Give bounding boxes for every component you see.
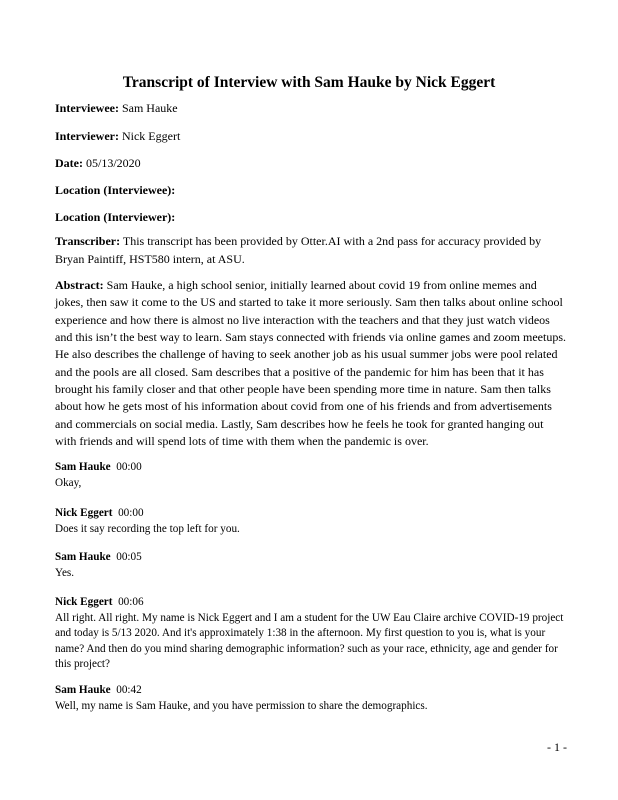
location-interviewer-label: Location (Interviewer): [55, 210, 176, 224]
speaker-line [55, 460, 575, 476]
speaker-name: Sam Hauke [55, 684, 111, 696]
interviewee-line [55, 101, 178, 116]
abstract-label: Abstract: [55, 278, 104, 292]
date-line [55, 156, 141, 171]
date-label: Date: [55, 156, 83, 170]
abstract-text: Sam Hauke, a high school senior, initially learned about covid 19 from online memes and jokes, then saw it come to the US and started to take it more seriously. Sam then talks about online school experience and how there is almost no live interaction with the teachers and that they just watch videos and this isn’t the best way to learn. Sam stays connected with friends via online games and zoom meetups. He also describes the challenge of having to seek another job as his usual summer jobs were pool related and the pools are all closed. Sam describes that a positive of the pandemic for him has been that it has brought his family closer and that other people have been spending more time in nature. Sam then talks about how he gets most of his information about covid from one of his friends and from advertisements and commercials on social media. Lastly, Sam describes how he feels he took for granted hanging out with friends and will spend lots of time with them when the pandemic is over. [55, 278, 566, 449]
speaker-name: Nick Eggert [55, 507, 113, 519]
utterance-text: Yes. [55, 566, 75, 579]
interviewer-line [55, 129, 180, 144]
interviewee-value: Sam Hauke [121, 101, 178, 115]
speaker-name: Nick Eggert [55, 596, 113, 608]
interviewee-label: Interviewee: [55, 101, 119, 115]
utterance-text: Okay, [55, 476, 82, 489]
utterance-text: Does it say recording the top left for you. [55, 522, 240, 535]
speaker-line [55, 506, 575, 522]
utterance-text: All right. All right. My name is Nick Eggert and I am a student for the UW Eau Claire archive COVID-19 project and today is 5/13 2020. And it's approximately 1:38 in the afternoon. My first question to you is, what is your name? And then do you mind sharing demographic information? such as your race, ethnicity, age and gender for this project? [55, 611, 564, 671]
utterance-text: Well, my name is Sam Hauke, and you have permission to share the demographics. [55, 699, 428, 712]
interviewer-label: Interviewer: [55, 129, 119, 143]
timestamp: 00:06 [118, 596, 144, 608]
location-interviewee-line [55, 183, 175, 198]
speaker-line [55, 683, 575, 699]
transcriber-label: Transcriber: [55, 234, 121, 248]
speaker-line [55, 550, 575, 566]
transcript-turn [55, 550, 575, 581]
transcript-turn [55, 460, 575, 491]
transcript-turn [55, 595, 575, 673]
location-interviewer-line [55, 210, 175, 225]
transcript-turn [55, 506, 575, 537]
page-number: - 1 - [547, 740, 567, 754]
timestamp: 00:05 [116, 551, 142, 563]
speaker-name: Sam Hauke [55, 461, 111, 473]
timestamp: 00:00 [116, 461, 142, 473]
location-interviewee-label: Location (Interviewee): [55, 183, 176, 197]
speaker-name: Sam Hauke [55, 551, 111, 563]
transcriber-paragraph [55, 233, 567, 268]
timestamp: 00:00 [118, 507, 144, 519]
transcriber-text: This transcript has been provided by Otter.AI with a 2nd pass for accuracy provided by Bryan Paintiff, HST580 intern, at ASU. [55, 234, 542, 266]
interviewer-value: Nick Eggert [121, 129, 181, 143]
date-value: 05/13/2020 [85, 156, 141, 170]
document-title: Transcript of Interview with Sam Hauke by Nick Eggert [122, 74, 496, 91]
timestamp: 00:42 [116, 684, 142, 696]
speaker-line [55, 595, 575, 611]
transcript-turn [55, 683, 575, 714]
abstract-paragraph [55, 277, 567, 450]
